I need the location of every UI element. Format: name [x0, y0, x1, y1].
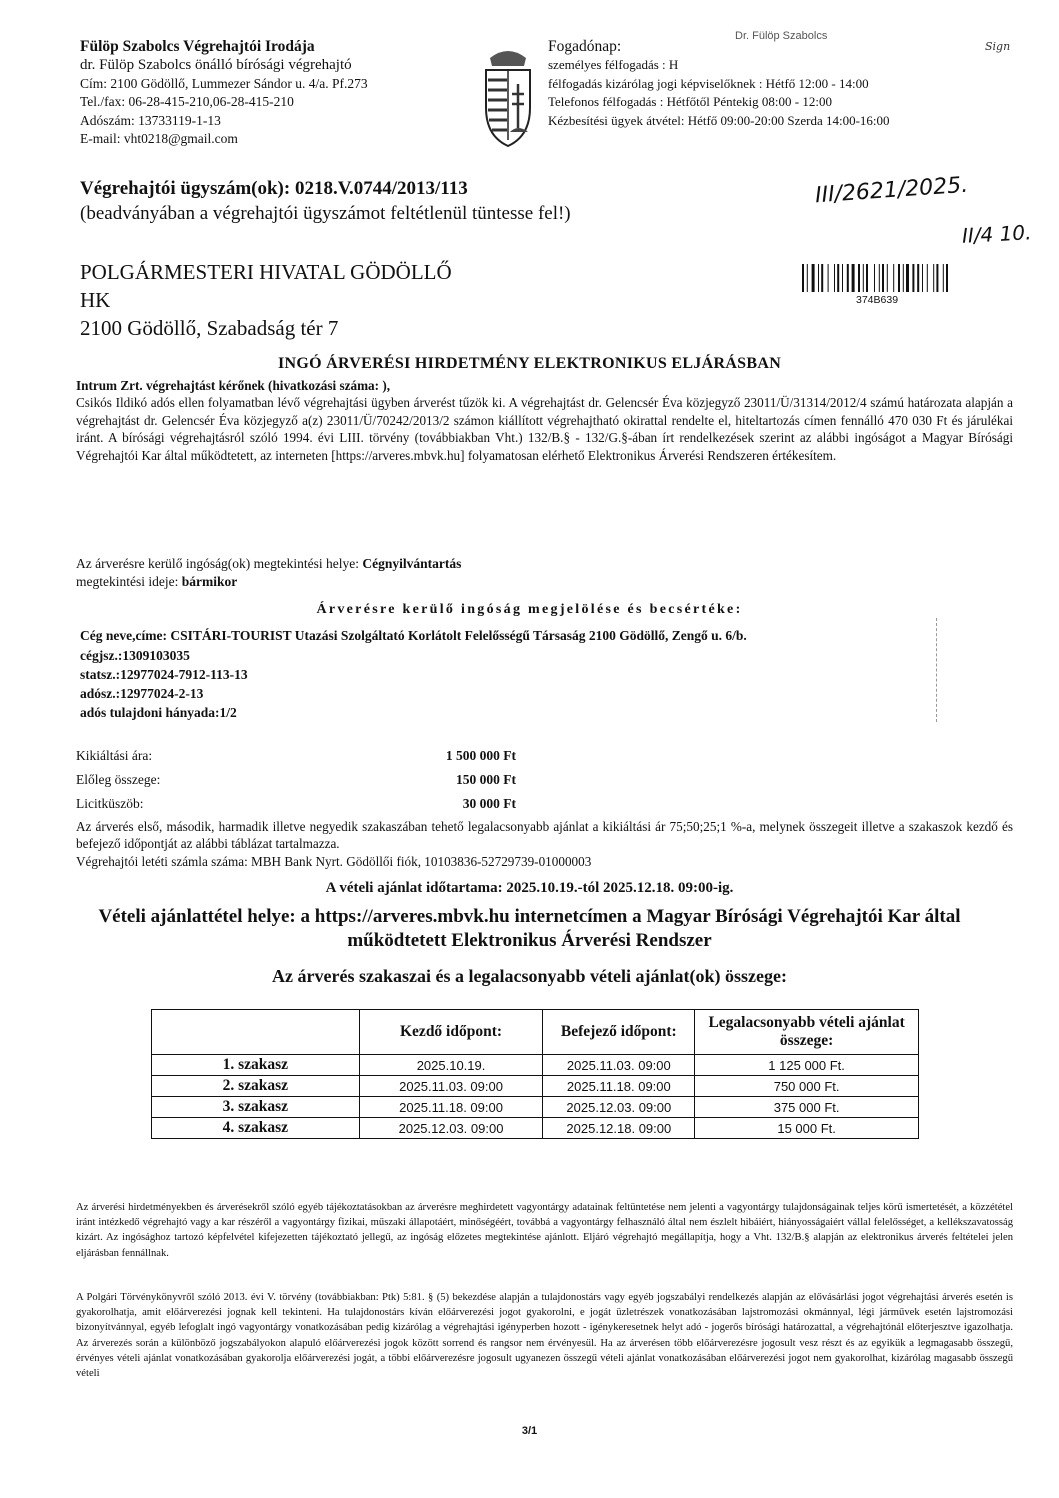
- intro-body: Csikós Ildikó adós ellen folyamatban lévő végrehajtási ügyben árverést tűzök ki. A végrehajtást dr. Gelencsér Éva közjegyző 23011/Ü/31314/2012/4 számú határozata alapján a végrehajtást dr. Gelencsér Éva közjegyző a(z) 23011/Ü/70242/2013/2 számon kiállított végrehajtható okirattal rendelte el, hiteltartozás címen fennálló 470 030 Ft és járulékai iránt. A bírósági végrehajtásról szóló 1994. évi LIII. törvény (továbbiakban Vht.) 132/B.§ - 132/G.§-ában írt rendelkezések szerint az alábbi ingóságot a Magyar Bírósági Végrehajtói Kar által működtetett, az interneten [https://arveres.mbvk.hu] folyamatosan elérhető Elektronikus Árverési Rendszeren értékesítem.: [76, 395, 1013, 463]
- price-list: [76, 744, 536, 816]
- stage-label: 4. szakasz: [152, 1118, 360, 1139]
- table-row: [152, 1118, 919, 1139]
- case-number-note: (beadványában a végrehajtói ügyszámot feltétlenül tüntesse fel!): [80, 203, 571, 224]
- barcode-icon: [802, 264, 970, 292]
- signature: Sign: [985, 40, 1011, 53]
- item-ownership-share: adós tulajdoni hányada:1/2: [80, 705, 237, 720]
- item-stat-no: statsz.:12977024-7912-113-13: [80, 667, 248, 682]
- recipient-name: POLGÁRMESTERI HIVATAL GÖDÖLLŐ: [80, 260, 452, 284]
- reception-line: személyes félfogadás : H: [548, 57, 679, 73]
- stage-min-offer: 15 000 Ft.: [695, 1118, 919, 1139]
- coat-of-arms-icon: [478, 40, 538, 150]
- table-header-cell: [152, 1010, 360, 1055]
- intro-paragraph: [76, 377, 1013, 464]
- recipient-street: 2100 Gödöllő, Szabadság tér 7: [80, 316, 339, 340]
- case-number: Végrehajtói ügyszám(ok): 0218.V.0744/2013/113: [80, 178, 468, 199]
- stage-min-offer: 750 000 Ft.: [695, 1076, 919, 1097]
- document-title: INGÓ ÁRVERÉSI HIRDETMÉNY ELEKTRONIKUS ELJÁRÁSBAN: [277, 355, 782, 372]
- table-row: [152, 1055, 919, 1076]
- office-name: Fülöp Szabolcs Végrehajtói Irodája: [80, 38, 315, 55]
- office-tax-no: Adószám: 13733119-1-13: [80, 112, 221, 128]
- stage-description: Az árverés első, második, harmadik illetve negyedik szakaszában tehető legalacsonyabb ajánlat a kikiáltási ár 75;50;25;1 %-a, melynek összegeit illetve a szakaszok kezdő és befejező időpontját az alábbi táblázat tartalmazza.: [76, 819, 1013, 852]
- reception-line: Kézbesítési ügyek átvétel: Hétfő 09:00-20:00 Szerda 14:00-16:00: [548, 112, 890, 128]
- stage-end: 2025.11.03. 09:00: [543, 1055, 695, 1076]
- start-price-value: 1 500 000 Ft: [445, 748, 516, 763]
- reception-line: félfogadás kizárólag jogi képviselőknek : Hétfő 12:00 - 14:00: [548, 75, 869, 91]
- stage-label: 2. szakasz: [152, 1076, 360, 1097]
- creditor-line: Intrum Zrt. végrehajtást kérőnek (hivatkozási száma: ),: [76, 378, 391, 393]
- deposit-label: Előleg összege:: [76, 772, 161, 787]
- table-header-row: [152, 1010, 919, 1055]
- office-header: [80, 38, 520, 148]
- bank-account: Végrehajtói letéti számla száma: MBH Bank Nyrt. Gödöllői fiók, 10103836-52729739-01000003: [76, 853, 592, 869]
- page-number: 3/1: [521, 1425, 538, 1437]
- disclaimer-paragraph: Az árverési hirdetményekben és árverésekről szóló egyéb tájékoztatásokban az árverésre meghirdetett vagyontárgy adatainak feltüntetése nem jelenti a vagyontárgy tulajdonságainak teljes körű ismertetését, a közzététel iránt intézkedő végrehajtó vagy a kar részéről a vagyontárgy fizikai, műszaki állapotáért, minőségéért, továbbá a vagyontárgy felhasználó által nem észlelt hibáiért, hiányosságaiért vállal felelősséget, a kellékszavatosság kizárt. Az ingósághoz tartozó képfelvétel kifejezetten tájékoztató jellegű, az ingóság előzetes megtekintése ajánlott. Eljáró végrehajtó megállapítja, hogy a Vht. 132/B.§ alapján az elektronikus árverés feltételei jelen eljárásban fennállnak.: [76, 1202, 1013, 1259]
- stage-label: 1. szakasz: [152, 1055, 360, 1076]
- stage-end: 2025.12.03. 09:00: [543, 1097, 695, 1118]
- reception-title: Fogadónap:: [548, 38, 622, 55]
- offer-place-text: Vételi ajánlattétel helye: a https://arveres.mbvk.hu internetcímen a Magyar Bírósági Végrehajtói Kar által működtetett Elektronikus Árverési Rendszer: [98, 906, 961, 951]
- reception-line: Telefonos félfogadás : Hétfőtől Péntekig 08:00 - 12:00: [548, 94, 832, 110]
- handwritten-registry-number: III/2621/2025.: [814, 172, 969, 209]
- office-address: Cím: 2100 Gödöllő, Lummezer Sándor u. 4/a. Pf.273: [80, 75, 368, 91]
- office-email: E-mail: vht0218@gmail.com: [80, 131, 238, 147]
- stage-end: 2025.12.18. 09:00: [543, 1118, 695, 1139]
- preemption-paragraph: A Polgári Törvénykönyvről szóló 2013. évi V. törvény (továbbiakban: Ptk) 5:81. § (5) bekezdése alapján a tulajdonostárs vagy egyéb jogszabályi rendelkezés alapján az elővásárlási jogot végrehajtási árverés esetén is gyakorolhatja, amit előárverezési jognak kell tekinteni. Ha tulajdonostárs kíván előárverezési jogot gyakorolni, e jogát üzletrészek vonatkozásában lajstromozási okmánnyal, légi járművek esetén lajstromozási bizonyítvánnyal, egyéb lefoglalt ingó vagyontárgy vonatkozásában pedig kizárólag a végrehajtási igényperben hozott - igénykeresetnek helyt adó - jogerős bírósági határozattal, a végrehajtónál előterjesztve igazolhatja. Az árverezés során a különböző jogszabályokon alapuló előárverezési jogok között sorrend és rangsor nem érvényesül. Ha az árverésen több előárverezésre jogosult vesz részt és az egyikük a legmagasabb összegű, érvényes vételi ajánlat vonatkozásában gyakorolja előárverezési jogát, a többi előárverezésre jogosult ugyanezen összegű vételi ajánlat vonatkozásában előárverezési jogot nem gyakorolhat, kizárólag magasabb összegű vételi: [76, 1292, 1013, 1380]
- deposit-value: 150 000 Ft: [456, 772, 516, 787]
- stage-min-offer: 375 000 Ft.: [695, 1097, 919, 1118]
- item-tax-no: adósz.:12977024-2-13: [80, 686, 204, 701]
- viewing-info: [76, 555, 461, 591]
- table-header-cell: Befejező időpont:: [543, 1010, 695, 1055]
- item-company-reg: cégjsz.:1309103035: [80, 648, 190, 663]
- viewing-place-value: Cégnyilvántartás: [362, 556, 462, 571]
- stages-title: Az árverés szakaszai és a legalacsonyabb vételi ajánlat(ok) összege:: [272, 966, 787, 986]
- office-stamp: Dr. Fülöp Szabolcs: [735, 30, 828, 42]
- offer-period: A vételi ajánlat időtartama: 2025.10.19.-tól 2025.12.18. 09:00-ig.: [325, 880, 734, 896]
- recipient-address: [80, 258, 452, 342]
- recipient-department: HK: [80, 288, 111, 312]
- table-header-cell: Legalacsonyabb vételi ajánlat összege:: [695, 1010, 919, 1055]
- table-row: [152, 1076, 919, 1097]
- start-price-label: Kikiáltási ára:: [76, 748, 153, 763]
- barcode-number: 374B639: [856, 294, 899, 306]
- stage-end: 2025.11.18. 09:00: [543, 1076, 695, 1097]
- stage-label: 3. szakasz: [152, 1097, 360, 1118]
- table-row: [152, 1097, 919, 1118]
- bid-step-value: 30 000 Ft: [462, 796, 516, 811]
- reception-hours: [548, 38, 968, 130]
- stages-table: [151, 1009, 919, 1139]
- stage-start: 2025.10.19.: [359, 1055, 543, 1076]
- bid-step-label: Licitküszöb:: [76, 796, 144, 811]
- table-header-cell: Kezdő időpont:: [359, 1010, 543, 1055]
- stage-start: 2025.12.03. 09:00: [359, 1118, 543, 1139]
- stage-start: 2025.11.18. 09:00: [359, 1097, 543, 1118]
- item-section-title: Árverésre kerülő ingóság megjelölése és becsértéke:: [316, 602, 743, 617]
- stage-paragraph: [76, 818, 1013, 870]
- bailiff-name: dr. Fülöp Szabolcs önálló bírósági végrehajtó: [80, 57, 352, 74]
- viewing-place-label: Az árverésre kerülő ingóság(ok) megtekintési helye:: [76, 556, 360, 571]
- item-company: Cég neve,címe: CSITÁRI-TOURIST Utazási Szolgáltató Korlátolt Felelősségű Társaság 2100 Gödöllő, Zengő u. 6/b.: [80, 628, 747, 643]
- viewing-time-label: megtekintési ideje:: [76, 574, 179, 589]
- stage-start: 2025.11.03. 09:00: [359, 1076, 543, 1097]
- offer-place: [0, 905, 1059, 953]
- office-phone: Tel./fax: 06-28-415-210,06-28-415-210: [80, 94, 294, 110]
- viewing-time-value: bármikor: [181, 574, 238, 589]
- stage-min-offer: 1 125 000 Ft.: [695, 1055, 919, 1076]
- handwritten-reference: II/4 10.: [961, 220, 1033, 248]
